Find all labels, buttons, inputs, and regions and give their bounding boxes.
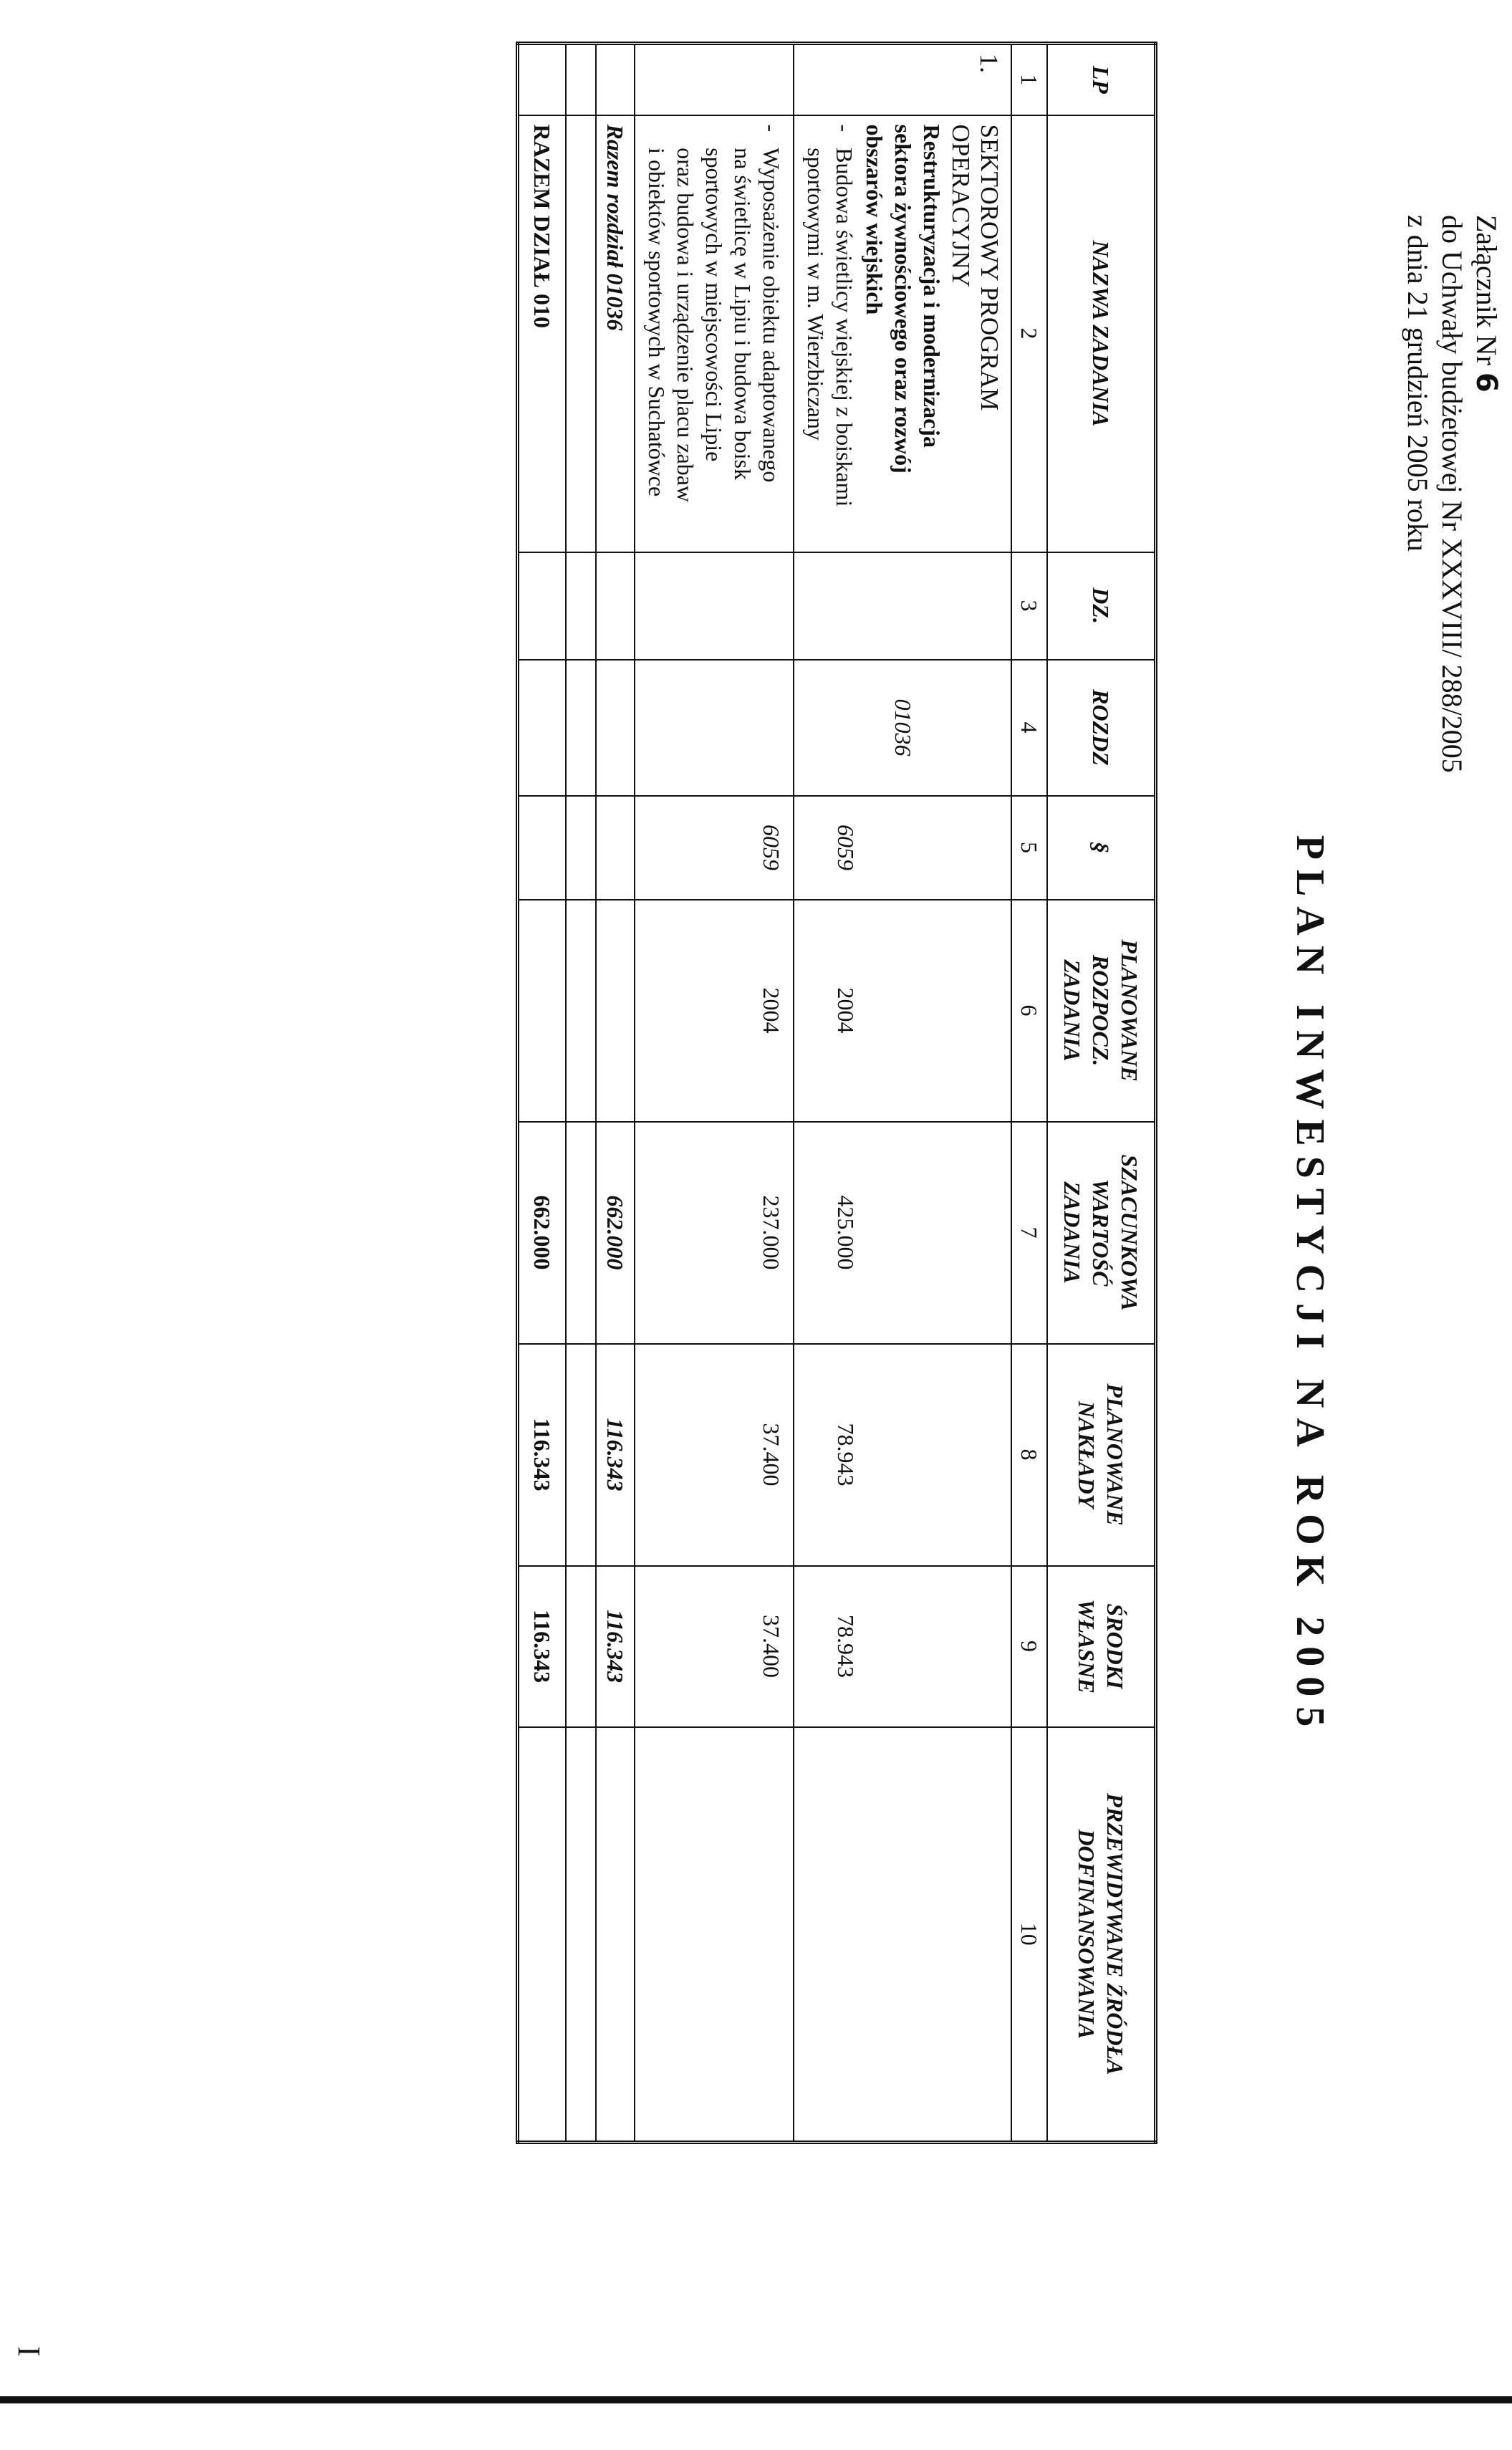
total-lp [518,44,567,115]
spacer-cell [566,1344,596,1566]
col-lp: LP [1047,44,1156,115]
attachment-prefix: Załącznik Nr [1470,215,1503,373]
task-name-line: sportowymi w m. Wierzbiczany [803,148,829,441]
col-own-funds: ŚRODKI WŁASNE [1047,1566,1156,1727]
task-name-text [801,148,859,506]
col-paragraph: § [1047,796,1156,900]
col-co-financing: PRZEWIDYWANE ŹRÓDŁA DOFINANSOWANIA [1047,1727,1156,2143]
task-name-text [642,148,786,502]
task-name [642,125,786,543]
spacer-cell [566,900,596,1122]
own-value: 78.943 [833,1615,859,1678]
attachment-number: 6 [1470,372,1503,393]
program-dz [794,552,1011,660]
rozdz-value: 01036 [890,698,916,756]
colnum-9: 9 [1011,1566,1047,1727]
task-own [794,1566,1011,1727]
colnum-1: 1 [1011,44,1047,115]
program-title-line1: SEKTOROWY PROGRAM [976,124,1003,411]
program-subtitle [860,125,946,543]
total-planned: 116.343 [518,1344,567,1566]
spacer-cell [566,115,596,552]
task-planned [794,1344,1011,1566]
task-name-line: sportowych w miejscowości Lipie [701,148,727,462]
col-planned-outlays: PLANOWANE NAKŁADY [1047,1344,1156,1566]
spacer-cell [566,1122,596,1344]
total-dz [518,552,567,660]
start-value: 2004 [833,987,859,1034]
col-estimated-value: SZACUNKOWA WARTOŚĆ ZADANIA [1047,1122,1156,1344]
task-name [801,125,859,543]
task-lp [635,44,794,115]
program-subtitle-line: obszarów wiejskich [862,124,887,315]
spacer-cell [566,1727,596,2143]
task-dash: - [759,124,784,133]
total-paragraph [518,796,567,900]
spacer-cell [566,660,596,796]
task-value: 237.000 [635,1122,794,1344]
scan-edge-line [0,2396,1512,2403]
task-paragraph [794,796,1011,900]
colnum-7: 7 [1011,1122,1047,1344]
page-mark: I [11,2346,47,2357]
task-rozdz [635,660,794,796]
col-planned-start: PLANOWANE ROZPOCZ. ZADANIA [1047,900,1156,1122]
investment-plan-table [516,42,1157,2144]
subtotal-label: Razem rozdział 01036 [596,115,635,552]
col-dz: DZ. [1047,552,1156,660]
col-task-name: NAZWA ZADANIA [1047,115,1156,552]
task-name-cell [635,115,794,552]
date-line: z dnia 21 grudzień 2005 roku [1402,215,1434,552]
table-row [635,44,794,2143]
colnum-8: 8 [1011,1344,1047,1566]
task-cofinancing [794,1727,1011,2143]
total-start [518,900,567,1122]
subtotal-lp [596,44,635,115]
program-lp: 1. [794,44,1011,115]
colnum-4: 4 [1011,660,1047,796]
column-number-row [1011,44,1047,2143]
task-dz [635,552,794,660]
spacer-cell [566,796,596,900]
attachment-note [1400,215,1503,773]
task-cofinancing [635,1727,794,2143]
program-rozdz [794,660,1011,796]
spacer-cell [566,44,596,115]
task-name-line: i obiektów sportowych w Suchatówce [644,148,670,497]
colnum-5: 5 [1011,796,1047,900]
document-title: PLAN INWESTYCJI NA ROK 2005 [1288,835,1332,1737]
task-value [794,1122,1011,1344]
colnum-10: 10 [1011,1727,1047,2143]
subtotal-rozdz [596,660,635,796]
program-subtitle-line: Restrukturyzacja i modernizacja [919,124,945,448]
spacer-cell [566,1566,596,1727]
paragraph-value: 6059 [833,825,859,870]
task-own: 37.400 [635,1566,794,1727]
program-title-line2: OPERACYJNY [947,124,975,288]
total-rozdz [518,660,567,796]
subtotal-cofinancing [596,1727,635,2143]
task-name-line: Budowa świetlicy wiejskiej z boiskami [832,148,857,507]
task-paragraph: 6059 [635,796,794,900]
subtotal-row [596,44,635,2143]
total-own: 116.343 [518,1566,567,1727]
subtotal-start [596,900,635,1122]
spacer-cell [566,552,596,660]
task-start [794,900,1011,1122]
colnum-3: 3 [1011,552,1047,660]
table-row [794,44,1011,2143]
task-planned: 37.400 [635,1344,794,1566]
task-dash: - [832,124,857,133]
subtotal-value: 662.000 [596,1122,635,1344]
estimated-value: 425.000 [833,1195,859,1270]
total-value: 662.000 [518,1122,567,1344]
task-name-line: na świetlicę w Lipiu i budowa boisk [730,148,756,481]
spacer-row [566,44,596,2143]
colnum-2: 2 [1011,115,1047,552]
program-name-cell [794,115,1011,552]
task-name-line: oraz budowa i urządzenie placu zabaw [673,148,698,502]
subtotal-paragraph [596,796,635,900]
program-subtitle-line: sektora żywnościowego oraz rozwój [890,124,916,474]
planned-value: 78.943 [833,1423,859,1486]
subtotal-dz [596,552,635,660]
resolution-line: do Uchwały budżetowej Nr XXXVIII/ 288/2005 [1436,215,1468,773]
attachment-line [1469,215,1503,773]
total-row [518,44,567,2143]
col-rozdz: ROZDZ [1047,660,1156,796]
task-name-line: Wyposażenie obiektu adaptowanego [759,148,784,483]
total-label: RAZEM DZIAŁ 010 [518,115,567,552]
subtotal-planned: 116.343 [596,1344,635,1566]
colnum-6: 6 [1011,900,1047,1122]
task-start: 2004 [635,900,794,1122]
total-cofinancing [518,1727,567,2143]
header-row [1047,44,1156,2143]
subtotal-own: 116.343 [596,1566,635,1727]
